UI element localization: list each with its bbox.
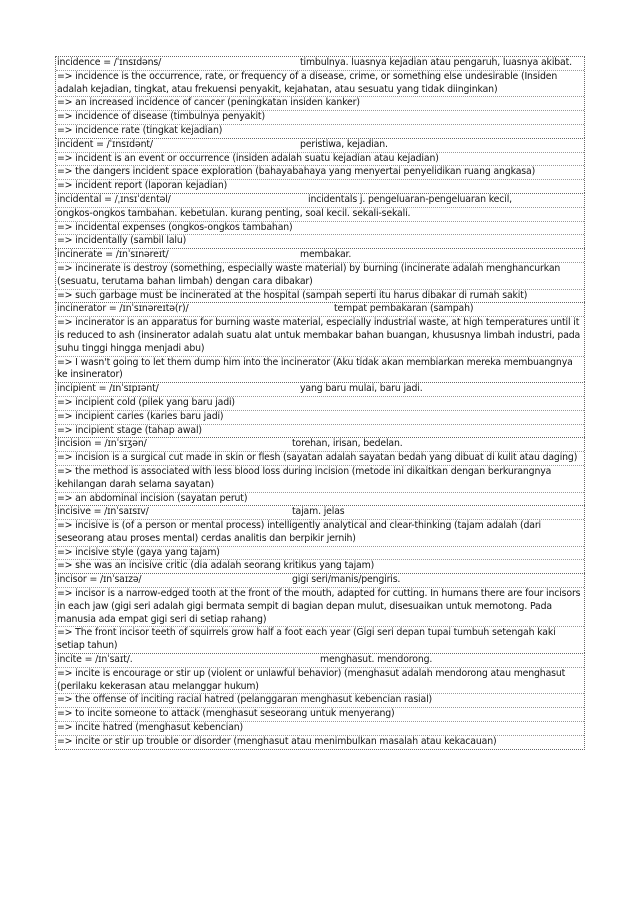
- entry-translation: tempat pembakaran (sampah): [334, 303, 474, 315]
- entry-example-line: => I wasn't going to let them dump him into the incinerator (Aku tidak akan membiarkan mereka membuangnya ke insinerator): [57, 356, 573, 381]
- entry-word: incinerate = /ɪnˈsɪnəreɪt/: [57, 249, 169, 261]
- entry-example-line: => incite is encourage or stir up (violent or unlawful behavior) (menghasut adalah mendorong atau menghasut (perilaku kekerasan atau melanggar hukum): [56, 668, 584, 695]
- dictionary-entry: [55, 56, 585, 138]
- entry-example-line: => an abdominal incision (sayatan perut): [57, 492, 248, 504]
- entry-example-line: => incidental expenses (ongkos-ongkos tambahan): [56, 222, 584, 236]
- entry-example-line: => such garbage must be incinerated at the hospital (sampah seperti itu harus dibakar di rumah sakit): [57, 289, 528, 301]
- entry-translation: incidentals j. pengeluaran-pengeluaran kecil,: [308, 193, 512, 205]
- entry-word: incite = /ɪnˈsaɪt/.: [57, 654, 133, 666]
- entry-headline: [56, 574, 584, 588]
- entry-example-line: => incipient caries (karies baru jadi): [56, 411, 584, 425]
- entry-example-line: => to incite someone to attack (menghasut seseorang untuk menyerang): [56, 708, 584, 722]
- entry-headline: [56, 383, 584, 397]
- entry-word: incident = /ˈɪnsɪdənt/: [57, 138, 153, 150]
- entry-translation: menghasut. mendorong.: [320, 654, 433, 666]
- entry-example-line: => she was an incisive critic (dia adalah seorang kritikus yang tajam): [57, 560, 375, 572]
- entry-example-line: => incite or stir up trouble or disorder (menghasut atau menimbulkan masalah atau kekacauan): [57, 735, 497, 747]
- entry-translation: peristiwa, kejadian.: [300, 138, 388, 150]
- entry-example-line: => incisor is a narrow-edged tooth at the front of the mouth, adapted for cutting. In humans there are four incisors in each jaw (gigi seri adalah gigi bermata sempit di bagian depan mulut, disesuaikan untuk memotong. Pada manusia ada empat gigi seri di setiap rahang): [56, 588, 584, 627]
- entry-example-line: => incidence rate (tingkat kejadian): [57, 124, 223, 136]
- dictionary-entry: [55, 505, 585, 573]
- entry-example-line: ongkos-ongkos tambahan. kebetulan. kurang penting, soal kecil. sekali-sekali.: [56, 208, 584, 222]
- entry-example-line: => incinerator is an apparatus for burning waste material, especially industrial waste, at high temperatures until it is reduced to ash (insinerator adalah suatu alat untuk membakar bahan buangan, khususnya limbah industri, pada suhu tinggi hingga menjadi abu): [56, 317, 584, 356]
- entry-headline: [56, 506, 584, 520]
- entry-example-line: => incision is a surgical cut made in skin or flesh (sayatan adalah sayatan bedah yang dibuat di kulit atau daging): [56, 452, 584, 466]
- entry-word: incinerator = /ɪnˈsɪnəreɪtə(r)/: [57, 303, 189, 315]
- entry-headline: [56, 194, 584, 208]
- dictionary-entry: [55, 382, 585, 437]
- entry-example-line: => the method is associated with less blood loss during incision (metode ini dikaitkan dengan berkurangnya kehilangan darah selama sayatan): [56, 466, 584, 493]
- entry-example-line: => incinerate is destroy (something, especially waste material) by burning (incinerate adalah menghancurkan (sesuatu, terutama bahan limbah) dengan cara dibakar): [56, 263, 584, 290]
- entry-translation: tajam. jelas: [292, 506, 345, 518]
- entry-word: incisor = /ɪnˈsaɪzə/: [57, 574, 142, 586]
- entry-example-line: => the dangers incident space exploration (bahayabahaya yang menyertai penyelidikan ruang angkasa): [56, 166, 584, 180]
- entry-example-line: => incipient cold (pilek yang baru jadi): [56, 397, 584, 411]
- entry-example-line: => incidentally (sambil lalu): [57, 235, 187, 247]
- entry-example-line: => incident report (laporan kejadian): [57, 180, 228, 192]
- entry-translation: membakar.: [300, 249, 352, 261]
- entry-example-line: => incisive is (of a person or mental process) intelligently analytical and clear-thinking (tajam adalah (dari seseorang atau proses mental) cerdas analitis dan berpikir jernih): [56, 520, 584, 547]
- entry-word: incidence = /ˈɪnsɪdəns/: [57, 57, 162, 68]
- entry-example-line: => incident is an event or occurrence (insiden adalah suatu kejadian atau kejadian): [56, 153, 584, 167]
- entry-word: incipient = /ɪnˈsɪpɪənt/: [57, 383, 159, 395]
- entry-example-line: => incite hatred (menghasut kebencian): [56, 722, 584, 736]
- entry-headline: [56, 139, 584, 153]
- entry-word: incisive = /ɪnˈsaɪsɪv/: [57, 506, 149, 518]
- dictionary-entry: [55, 653, 585, 750]
- dictionary-entry: [55, 573, 585, 653]
- entry-word: incision = /ɪnˈsɪʒən/: [57, 438, 147, 450]
- entry-headline: [56, 654, 584, 668]
- entry-headline: [56, 57, 584, 71]
- dictionary-entry: [55, 248, 585, 302]
- entry-translation: yang baru mulai, baru jadi.: [300, 383, 423, 395]
- dictionary-page: [55, 56, 585, 750]
- dictionary-entry: [55, 437, 585, 505]
- entry-headline: [56, 303, 584, 317]
- entry-translation: torehan, irisan, bedelan.: [292, 438, 403, 450]
- dictionary-entry: [55, 193, 585, 248]
- entry-example-line: => incidence of disease (timbulnya penyakit): [56, 111, 584, 125]
- entry-word: incidental = /ˌɪnsɪˈdɛntəl/: [57, 193, 171, 205]
- entry-translation: gigi seri/manis/pengiris.: [292, 574, 401, 586]
- entry-example-line: => The front incisor teeth of squirrels grow half a foot each year (Gigi seri depan tupai tumbuh setengah kaki setiap tahun): [57, 627, 556, 652]
- dictionary-entry: [55, 138, 585, 193]
- entry-example-line: => incisive style (gaya yang tajam): [56, 547, 584, 561]
- entry-example-line: => an increased incidence of cancer (peningkatan insiden kanker): [56, 97, 584, 111]
- entry-example-line: => incipient stage (tahap awal): [57, 424, 202, 436]
- entry-translation: timbulnya. luasnya kejadian atau pengaruh, luasnya akibat.: [300, 57, 572, 68]
- entry-headline: [56, 438, 584, 452]
- entry-headline: [56, 249, 584, 263]
- entry-example-line: => incidence is the occurrence, rate, or frequency of a disease, crime, or something else undesirable (Insiden adalah kejadian, tingkat, atau frekuensi penyakit, kejahatan, atau sesuatu yang tidak diinginkan): [56, 71, 584, 98]
- entry-example-line: => the offense of inciting racial hatred (pelanggaran menghasut kebencian rasial): [56, 694, 584, 708]
- dictionary-entry: [55, 302, 585, 382]
